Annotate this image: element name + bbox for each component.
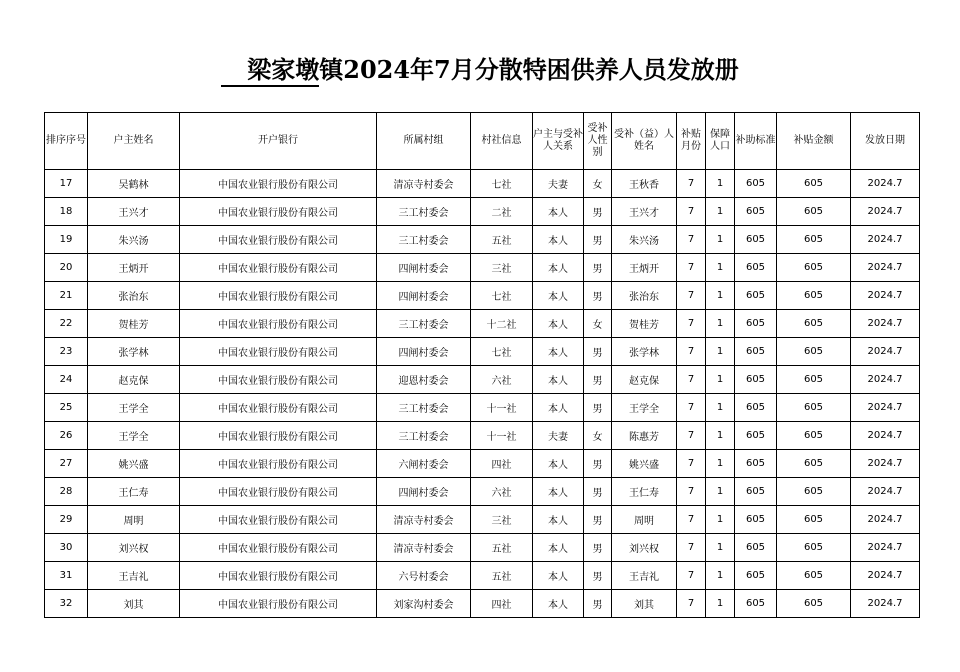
cell-standard: 605 <box>735 506 777 534</box>
cell-standard: 605 <box>735 366 777 394</box>
cell-months: 7 <box>677 198 706 226</box>
cell-persons: 1 <box>706 422 735 450</box>
table-row <box>45 534 920 562</box>
cell-recipient: 王兴才 <box>612 198 677 226</box>
cell-recipient: 刘其 <box>612 590 677 618</box>
cell-months: 7 <box>677 338 706 366</box>
header-recipient: 受补（益）人姓名 <box>612 113 677 170</box>
cell-head-name: 张学林 <box>88 338 180 366</box>
cell-recipient: 王吉礼 <box>612 562 677 590</box>
cell-standard: 605 <box>735 478 777 506</box>
table-row <box>45 170 920 198</box>
cell-group: 十二社 <box>471 310 533 338</box>
cell-seq: 19 <box>45 226 88 254</box>
allowance-table <box>44 112 920 618</box>
cell-amount: 605 <box>777 254 851 282</box>
cell-relation: 夫妻 <box>533 170 584 198</box>
cell-gender: 男 <box>584 478 612 506</box>
cell-seq: 30 <box>45 534 88 562</box>
cell-months: 7 <box>677 422 706 450</box>
cell-persons: 1 <box>706 534 735 562</box>
cell-date: 2024.7 <box>851 338 920 366</box>
cell-seq: 18 <box>45 198 88 226</box>
cell-village: 六闸村委会 <box>377 450 471 478</box>
cell-seq: 31 <box>45 562 88 590</box>
cell-date: 2024.7 <box>851 450 920 478</box>
cell-seq: 24 <box>45 366 88 394</box>
table-header-row <box>45 113 920 170</box>
cell-standard: 605 <box>735 226 777 254</box>
cell-persons: 1 <box>706 310 735 338</box>
cell-amount: 605 <box>777 170 851 198</box>
cell-recipient: 赵克保 <box>612 366 677 394</box>
cell-amount: 605 <box>777 226 851 254</box>
cell-seq: 26 <box>45 422 88 450</box>
cell-bank: 中国农业银行股份有限公司 <box>180 478 377 506</box>
cell-village: 刘家沟村委会 <box>377 590 471 618</box>
table-row <box>45 590 920 618</box>
cell-bank: 中国农业银行股份有限公司 <box>180 170 377 198</box>
cell-date: 2024.7 <box>851 366 920 394</box>
header-relation: 户主与受补人关系 <box>533 113 584 170</box>
cell-village: 迎恩村委会 <box>377 366 471 394</box>
cell-amount: 605 <box>777 590 851 618</box>
cell-group: 五社 <box>471 534 533 562</box>
cell-relation: 本人 <box>533 310 584 338</box>
cell-standard: 605 <box>735 562 777 590</box>
table-row <box>45 562 920 590</box>
cell-date: 2024.7 <box>851 562 920 590</box>
cell-amount: 605 <box>777 450 851 478</box>
cell-group: 三社 <box>471 254 533 282</box>
cell-persons: 1 <box>706 590 735 618</box>
header-seq: 排序序号 <box>45 113 88 170</box>
cell-group: 七社 <box>471 170 533 198</box>
cell-bank: 中国农业银行股份有限公司 <box>180 534 377 562</box>
cell-persons: 1 <box>706 506 735 534</box>
cell-date: 2024.7 <box>851 254 920 282</box>
cell-head-name: 朱兴汤 <box>88 226 180 254</box>
header-group-info: 村社信息 <box>471 113 533 170</box>
cell-group: 七社 <box>471 282 533 310</box>
cell-recipient: 张学林 <box>612 338 677 366</box>
cell-amount: 605 <box>777 198 851 226</box>
cell-standard: 605 <box>735 422 777 450</box>
cell-amount: 605 <box>777 366 851 394</box>
cell-months: 7 <box>677 310 706 338</box>
table-row <box>45 338 920 366</box>
cell-village: 四闸村委会 <box>377 282 471 310</box>
cell-relation: 本人 <box>533 562 584 590</box>
cell-recipient: 王炳开 <box>612 254 677 282</box>
cell-relation: 本人 <box>533 338 584 366</box>
cell-gender: 男 <box>584 506 612 534</box>
header-months: 补贴月份 <box>677 113 706 170</box>
title-town-name: 梁家墩 <box>221 55 319 87</box>
cell-relation: 本人 <box>533 226 584 254</box>
cell-gender: 男 <box>584 590 612 618</box>
cell-head-name: 王学全 <box>88 394 180 422</box>
cell-gender: 女 <box>584 310 612 338</box>
cell-group: 五社 <box>471 226 533 254</box>
cell-village: 清凉寺村委会 <box>377 170 471 198</box>
cell-bank: 中国农业银行股份有限公司 <box>180 338 377 366</box>
cell-gender: 男 <box>584 254 612 282</box>
cell-months: 7 <box>677 254 706 282</box>
cell-head-name: 王仁寿 <box>88 478 180 506</box>
header-persons: 保障人口 <box>706 113 735 170</box>
cell-gender: 女 <box>584 170 612 198</box>
cell-relation: 本人 <box>533 254 584 282</box>
cell-persons: 1 <box>706 254 735 282</box>
cell-standard: 605 <box>735 534 777 562</box>
cell-amount: 605 <box>777 338 851 366</box>
cell-group: 二社 <box>471 198 533 226</box>
cell-standard: 605 <box>735 282 777 310</box>
cell-date: 2024.7 <box>851 506 920 534</box>
cell-group: 三社 <box>471 506 533 534</box>
cell-persons: 1 <box>706 198 735 226</box>
cell-head-name: 王学全 <box>88 422 180 450</box>
cell-seq: 32 <box>45 590 88 618</box>
cell-village: 三工村委会 <box>377 226 471 254</box>
header-bank: 开户银行 <box>180 113 377 170</box>
cell-bank: 中国农业银行股份有限公司 <box>180 254 377 282</box>
cell-village: 四闸村委会 <box>377 254 471 282</box>
cell-persons: 1 <box>706 282 735 310</box>
cell-amount: 605 <box>777 478 851 506</box>
cell-seq: 29 <box>45 506 88 534</box>
cell-gender: 男 <box>584 282 612 310</box>
cell-amount: 605 <box>777 534 851 562</box>
cell-bank: 中国农业银行股份有限公司 <box>180 422 377 450</box>
cell-group: 七社 <box>471 338 533 366</box>
cell-seq: 17 <box>45 170 88 198</box>
cell-seq: 22 <box>45 310 88 338</box>
cell-bank: 中国农业银行股份有限公司 <box>180 310 377 338</box>
cell-head-name: 王吉礼 <box>88 562 180 590</box>
cell-relation: 本人 <box>533 394 584 422</box>
cell-village: 清凉寺村委会 <box>377 534 471 562</box>
cell-head-name: 姚兴盛 <box>88 450 180 478</box>
cell-bank: 中国农业银行股份有限公司 <box>180 562 377 590</box>
table-row <box>45 226 920 254</box>
cell-months: 7 <box>677 506 706 534</box>
cell-gender: 男 <box>584 450 612 478</box>
cell-date: 2024.7 <box>851 282 920 310</box>
cell-standard: 605 <box>735 198 777 226</box>
cell-recipient: 王仁寿 <box>612 478 677 506</box>
cell-persons: 1 <box>706 338 735 366</box>
cell-bank: 中国农业银行股份有限公司 <box>180 282 377 310</box>
cell-recipient: 刘兴权 <box>612 534 677 562</box>
cell-village: 三工村委会 <box>377 310 471 338</box>
header-standard: 补助标准 <box>735 113 777 170</box>
cell-group: 五社 <box>471 562 533 590</box>
cell-head-name: 张治东 <box>88 282 180 310</box>
cell-relation: 本人 <box>533 478 584 506</box>
cell-persons: 1 <box>706 450 735 478</box>
cell-village: 四闸村委会 <box>377 338 471 366</box>
cell-village: 三工村委会 <box>377 394 471 422</box>
header-date: 发放日期 <box>851 113 920 170</box>
cell-standard: 605 <box>735 590 777 618</box>
cell-months: 7 <box>677 450 706 478</box>
cell-gender: 男 <box>584 198 612 226</box>
cell-amount: 605 <box>777 310 851 338</box>
cell-persons: 1 <box>706 562 735 590</box>
document-title <box>0 54 960 87</box>
cell-group: 十一社 <box>471 422 533 450</box>
cell-bank: 中国农业银行股份有限公司 <box>180 450 377 478</box>
cell-group: 十一社 <box>471 394 533 422</box>
header-head-name: 户主姓名 <box>88 113 180 170</box>
cell-gender: 男 <box>584 394 612 422</box>
cell-relation: 本人 <box>533 506 584 534</box>
table-row <box>45 394 920 422</box>
cell-village: 四闸村委会 <box>377 478 471 506</box>
cell-head-name: 刘兴权 <box>88 534 180 562</box>
cell-standard: 605 <box>735 254 777 282</box>
cell-months: 7 <box>677 366 706 394</box>
cell-gender: 女 <box>584 422 612 450</box>
table-row <box>45 198 920 226</box>
cell-recipient: 王学全 <box>612 394 677 422</box>
cell-village: 六号村委会 <box>377 562 471 590</box>
cell-date: 2024.7 <box>851 590 920 618</box>
cell-relation: 夫妻 <box>533 422 584 450</box>
cell-date: 2024.7 <box>851 422 920 450</box>
cell-standard: 605 <box>735 310 777 338</box>
cell-relation: 本人 <box>533 282 584 310</box>
cell-standard: 605 <box>735 394 777 422</box>
table-row <box>45 450 920 478</box>
cell-standard: 605 <box>735 338 777 366</box>
cell-amount: 605 <box>777 422 851 450</box>
header-amount: 补贴金额 <box>777 113 851 170</box>
cell-relation: 本人 <box>533 534 584 562</box>
cell-gender: 男 <box>584 562 612 590</box>
cell-seq: 23 <box>45 338 88 366</box>
cell-group: 四社 <box>471 590 533 618</box>
cell-seq: 28 <box>45 478 88 506</box>
cell-recipient: 张治东 <box>612 282 677 310</box>
cell-group: 六社 <box>471 366 533 394</box>
table-row <box>45 282 920 310</box>
cell-amount: 605 <box>777 394 851 422</box>
cell-seq: 25 <box>45 394 88 422</box>
cell-relation: 本人 <box>533 366 584 394</box>
cell-bank: 中国农业银行股份有限公司 <box>180 590 377 618</box>
table-row <box>45 478 920 506</box>
cell-persons: 1 <box>706 170 735 198</box>
cell-head-name: 刘其 <box>88 590 180 618</box>
cell-gender: 男 <box>584 534 612 562</box>
header-village: 所属村组 <box>377 113 471 170</box>
cell-head-name: 周明 <box>88 506 180 534</box>
cell-village: 三工村委会 <box>377 422 471 450</box>
cell-months: 7 <box>677 170 706 198</box>
cell-months: 7 <box>677 590 706 618</box>
cell-seq: 20 <box>45 254 88 282</box>
cell-village: 三工村委会 <box>377 198 471 226</box>
cell-months: 7 <box>677 478 706 506</box>
table-row <box>45 506 920 534</box>
cell-recipient: 陈惠芳 <box>612 422 677 450</box>
cell-date: 2024.7 <box>851 226 920 254</box>
cell-village: 清凉寺村委会 <box>377 506 471 534</box>
cell-persons: 1 <box>706 394 735 422</box>
cell-recipient: 周明 <box>612 506 677 534</box>
header-gender: 受补人性别 <box>584 113 612 170</box>
cell-recipient: 姚兴盛 <box>612 450 677 478</box>
title-text: 镇2024年7月分散特困供养人员发放册 <box>319 55 739 84</box>
cell-persons: 1 <box>706 366 735 394</box>
cell-date: 2024.7 <box>851 198 920 226</box>
cell-seq: 27 <box>45 450 88 478</box>
cell-head-name: 王兴才 <box>88 198 180 226</box>
table-row <box>45 366 920 394</box>
cell-recipient: 王秋香 <box>612 170 677 198</box>
table-body <box>45 170 920 618</box>
cell-group: 四社 <box>471 450 533 478</box>
cell-standard: 605 <box>735 170 777 198</box>
cell-relation: 本人 <box>533 198 584 226</box>
table-row <box>45 254 920 282</box>
cell-head-name: 吴鹤林 <box>88 170 180 198</box>
cell-head-name: 贺桂芳 <box>88 310 180 338</box>
cell-persons: 1 <box>706 478 735 506</box>
table-row <box>45 422 920 450</box>
cell-date: 2024.7 <box>851 170 920 198</box>
cell-gender: 男 <box>584 366 612 394</box>
cell-months: 7 <box>677 534 706 562</box>
table-row <box>45 310 920 338</box>
cell-date: 2024.7 <box>851 310 920 338</box>
cell-bank: 中国农业银行股份有限公司 <box>180 394 377 422</box>
cell-bank: 中国农业银行股份有限公司 <box>180 506 377 534</box>
cell-seq: 21 <box>45 282 88 310</box>
cell-months: 7 <box>677 562 706 590</box>
cell-bank: 中国农业银行股份有限公司 <box>180 226 377 254</box>
cell-group: 六社 <box>471 478 533 506</box>
cell-bank: 中国农业银行股份有限公司 <box>180 198 377 226</box>
cell-date: 2024.7 <box>851 534 920 562</box>
cell-persons: 1 <box>706 226 735 254</box>
cell-amount: 605 <box>777 562 851 590</box>
cell-months: 7 <box>677 226 706 254</box>
cell-gender: 男 <box>584 338 612 366</box>
cell-standard: 605 <box>735 450 777 478</box>
cell-amount: 605 <box>777 282 851 310</box>
cell-relation: 本人 <box>533 450 584 478</box>
cell-recipient: 朱兴汤 <box>612 226 677 254</box>
cell-relation: 本人 <box>533 590 584 618</box>
cell-gender: 男 <box>584 226 612 254</box>
cell-months: 7 <box>677 282 706 310</box>
cell-months: 7 <box>677 394 706 422</box>
cell-date: 2024.7 <box>851 394 920 422</box>
cell-date: 2024.7 <box>851 478 920 506</box>
cell-recipient: 贺桂芳 <box>612 310 677 338</box>
cell-bank: 中国农业银行股份有限公司 <box>180 366 377 394</box>
cell-head-name: 王炳开 <box>88 254 180 282</box>
cell-head-name: 赵克保 <box>88 366 180 394</box>
cell-amount: 605 <box>777 506 851 534</box>
